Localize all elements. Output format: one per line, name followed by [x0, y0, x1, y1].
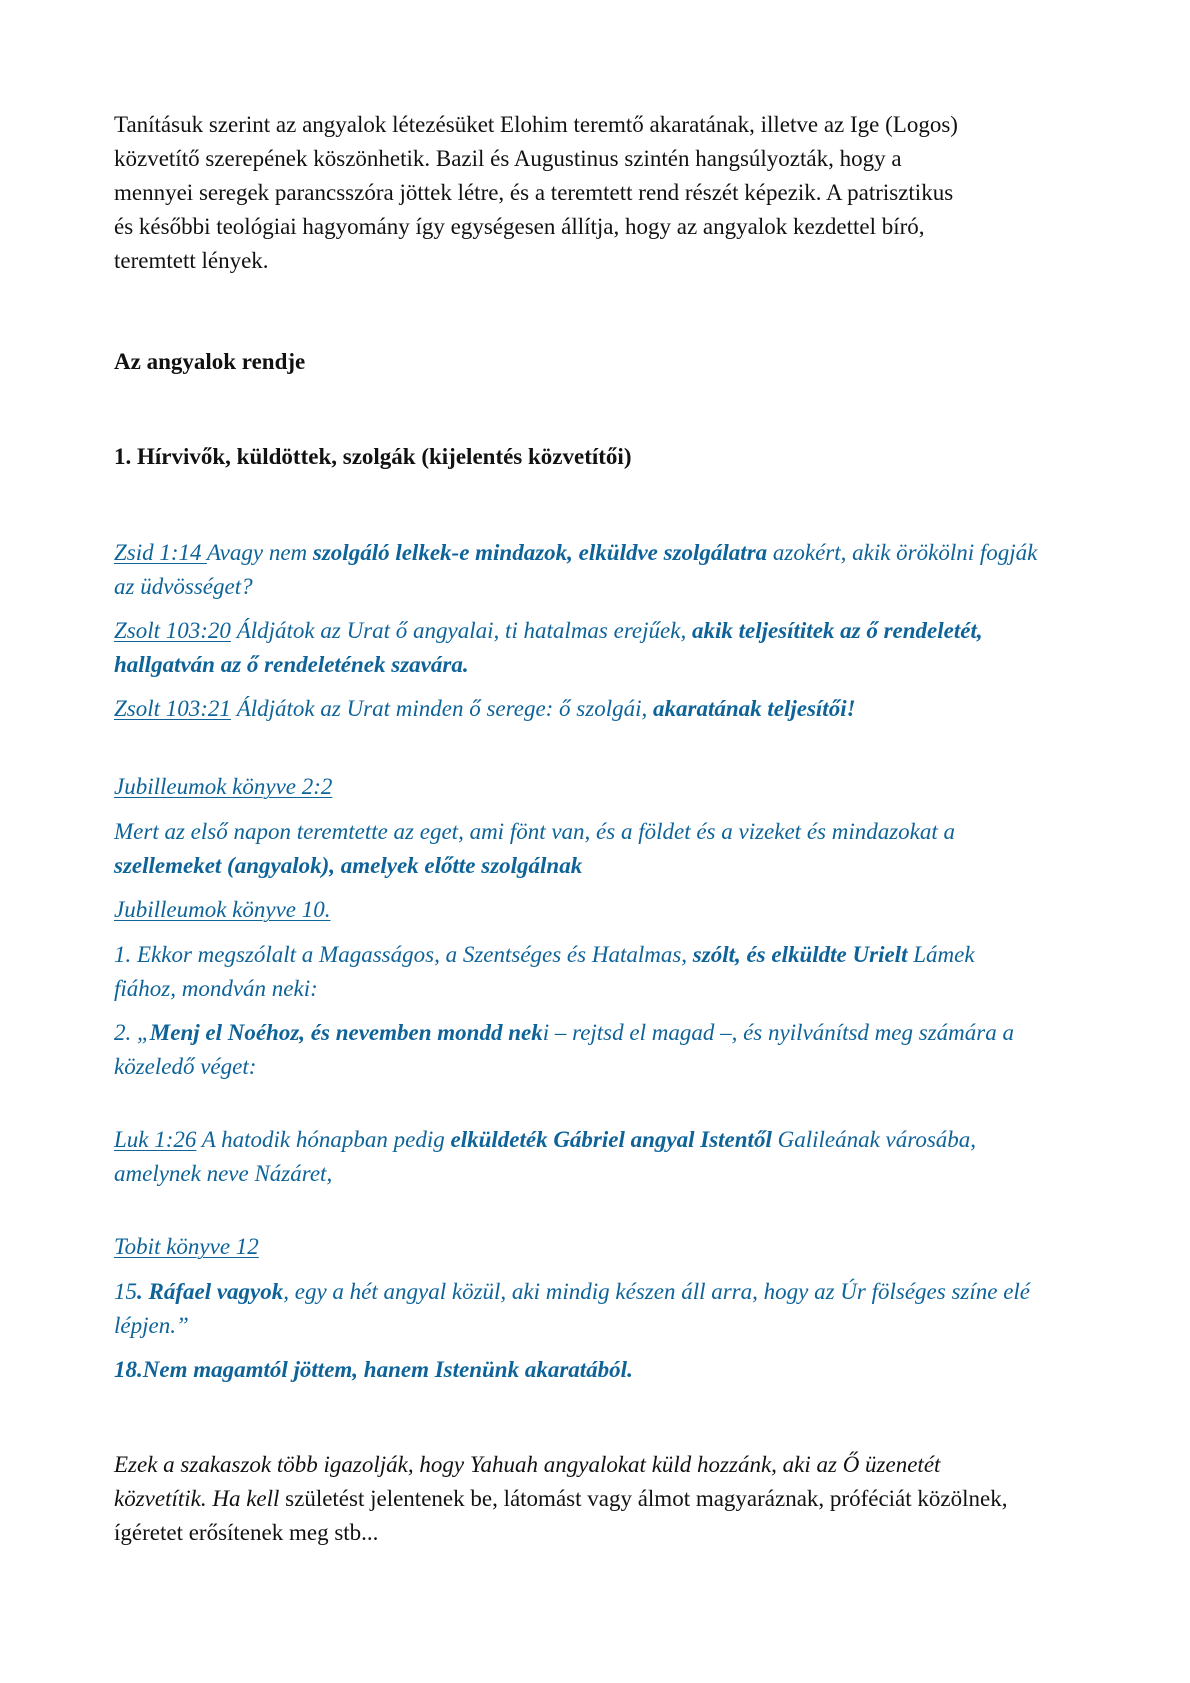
verse-text: amelynek neve Názáret,: [114, 1161, 333, 1186]
jubilees-10-verse-2: [114, 1016, 1080, 1084]
verse-emphasis: szellemeket (angyalok), amelyek előtte szolgálnak: [114, 853, 583, 878]
verse-reference-link[interactable]: Tobit könyve 12: [114, 1234, 259, 1259]
verse-text: közeledő véget:: [114, 1054, 257, 1079]
verse-text: A hatodik hónapban pedig: [196, 1127, 451, 1152]
intro-line: Tanításuk szerint az angyalok létezésüket Elohim teremtő akaratának, illetve az Ige (Logos): [114, 112, 958, 137]
verse-text: fiához, mondván neki:: [114, 976, 318, 1001]
verse-emphasis: Menj el Noéhoz, és nevemben mondd nek: [149, 1020, 543, 1045]
closing-paragraph: [114, 1448, 1080, 1550]
verse-text: azokért, akik örökölni fogják: [767, 540, 1038, 565]
verse-reference-link[interactable]: Jubilleumok könyve 2:2: [114, 774, 333, 799]
verse-text: i – rejtsd el magad –, és nyilvánítsd meg számára a: [542, 1020, 1014, 1045]
verse-number: 15: [114, 1279, 137, 1304]
verse-reference-link[interactable]: Zsid 1:14: [114, 540, 207, 565]
verse-text: az üdvösséget?: [114, 574, 253, 599]
verse-emphasis: . Ráfael vagyok: [137, 1279, 284, 1304]
verse-emphasis: elküldeték Gábriel angyal Istentől: [450, 1127, 772, 1152]
tobit-12-reference: [114, 1230, 1080, 1264]
verse-text: Mert az első napon teremtette az eget, ami fönt van, és a földet és a vizeket és mindazokat a: [114, 819, 956, 844]
verse-reference-link[interactable]: Zsolt 103:21: [114, 696, 231, 721]
verse-text: , egy a hét angyal közül, aki mindig készen áll arra, hogy az Úr fölséges színe elé: [283, 1279, 1031, 1304]
verse-emphasis: hallgatván az ő rendeletének szavára.: [114, 652, 469, 677]
jubilees-10-verse-1: [114, 938, 1080, 1006]
verse-emphasis: szólt, és elküldte Urielt: [692, 942, 908, 967]
closing-italic: Ezek a szakaszok több igazolják, hogy Yahuah angyalokat küld hozzánk, aki az Ő üzenetét: [114, 1452, 941, 1477]
closing-text: ígéretet erősítenek meg stb...: [114, 1520, 379, 1545]
intro-line: és későbbi teológiai hagyomány így egységesen állítja, hogy az angyalok kezdettel bíró,: [114, 214, 925, 239]
jubilees-2-2-reference: [114, 770, 1080, 804]
subsection-heading: 1. Hírvivők, küldöttek, szolgák (kijelentés közvetítői): [114, 444, 632, 469]
jubilees-2-2-text: [114, 815, 1080, 883]
closing-italic: közvetítik. Ha kell: [114, 1486, 280, 1511]
verse-zsolt-103-21: [114, 692, 1080, 726]
verse-text: lépjen.”: [114, 1313, 189, 1338]
closing-text: születést jelentenek be, látomást vagy álmot magyaráznak, próféciát közölnek,: [279, 1486, 1008, 1511]
verse-text: 1. Ekkor megszólalt a Magasságos, a Szentséges és Hatalmas,: [114, 942, 693, 967]
verse-text: Áldjátok az Urat minden ő serege: ő szolgái,: [230, 696, 653, 721]
verse-emphasis: akaratának teljesítői!: [653, 696, 856, 721]
verse-zsid-1-14: [114, 536, 1080, 604]
tobit-12-verse-15: [114, 1275, 1080, 1343]
verse-text: Lámek: [907, 942, 975, 967]
verse-luk-1-26: [114, 1123, 1080, 1191]
verse-reference-link[interactable]: Luk 1:26: [114, 1127, 197, 1152]
intro-line: mennyei seregek parancsszóra jöttek létre, és a teremtett rend részét képezik. A patrisztikus: [114, 180, 954, 205]
intro-line: teremtett lények.: [114, 248, 269, 273]
verse-emphasis: 18.Nem magamtól jöttem, hanem Istenünk akaratából.: [114, 1357, 633, 1382]
verse-text: Avagy nem: [206, 540, 313, 565]
jubilees-10-reference: [114, 893, 1080, 927]
tobit-12-verse-18: [114, 1353, 1080, 1387]
verse-reference-link[interactable]: Jubilleumok könyve 10.: [114, 897, 331, 922]
verse-text: Áldjátok az Urat ő angyalai, ti hatalmas erejűek,: [230, 618, 692, 643]
intro-line: közvetítő szerepének köszönhetik. Bazil és Augustinus szintén hangsúlyozták, hogy a: [114, 146, 902, 171]
verse-text: Galileának városába,: [771, 1127, 977, 1152]
intro-paragraph: [114, 108, 1080, 278]
verse-emphasis: akik teljesítitek az ő rendeletét,: [691, 618, 983, 643]
verse-reference-link[interactable]: Zsolt 103:20: [114, 618, 231, 643]
section-heading: Az angyalok rendje: [114, 349, 306, 374]
verse-zsolt-103-20: [114, 614, 1080, 682]
verse-emphasis: szolgáló lelkek-e mindazok, elküldve szolgálatra: [312, 540, 768, 565]
verse-text: 2. „: [114, 1020, 150, 1045]
